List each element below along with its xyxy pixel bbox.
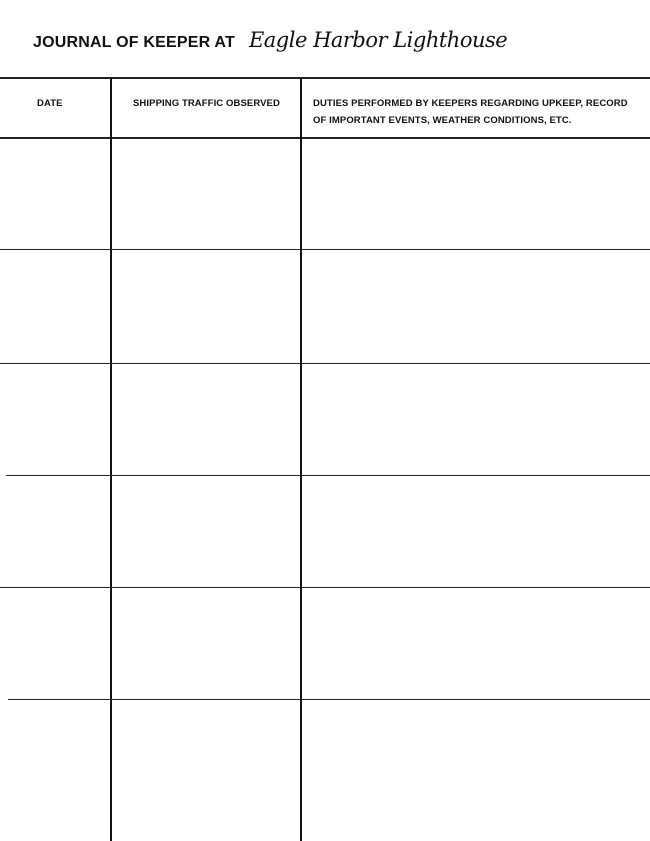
table-row[interactable] xyxy=(0,700,650,841)
table-row[interactable] xyxy=(0,476,650,587)
page-title xyxy=(33,28,507,52)
column-header-shipping: SHIPPING TRAFFIC OBSERVED xyxy=(133,98,280,109)
column-header-duties: DUTIES PERFORMED BY KEEPERS REGARDING UPKEEP, RECORD OF IMPORTANT EVENTS, WEATHER CONDITIONS, ETC. xyxy=(313,98,628,126)
table-row[interactable] xyxy=(0,364,650,475)
lighthouse-name: Eagle Harbor Lighthouse xyxy=(248,28,508,52)
table-top-border xyxy=(0,77,650,79)
title-prefix: JOURNAL OF KEEPER AT xyxy=(33,34,235,51)
column-header-date: DATE xyxy=(37,98,63,109)
table-row[interactable] xyxy=(0,588,650,699)
table-row[interactable] xyxy=(0,250,650,363)
table-row[interactable] xyxy=(0,139,650,249)
